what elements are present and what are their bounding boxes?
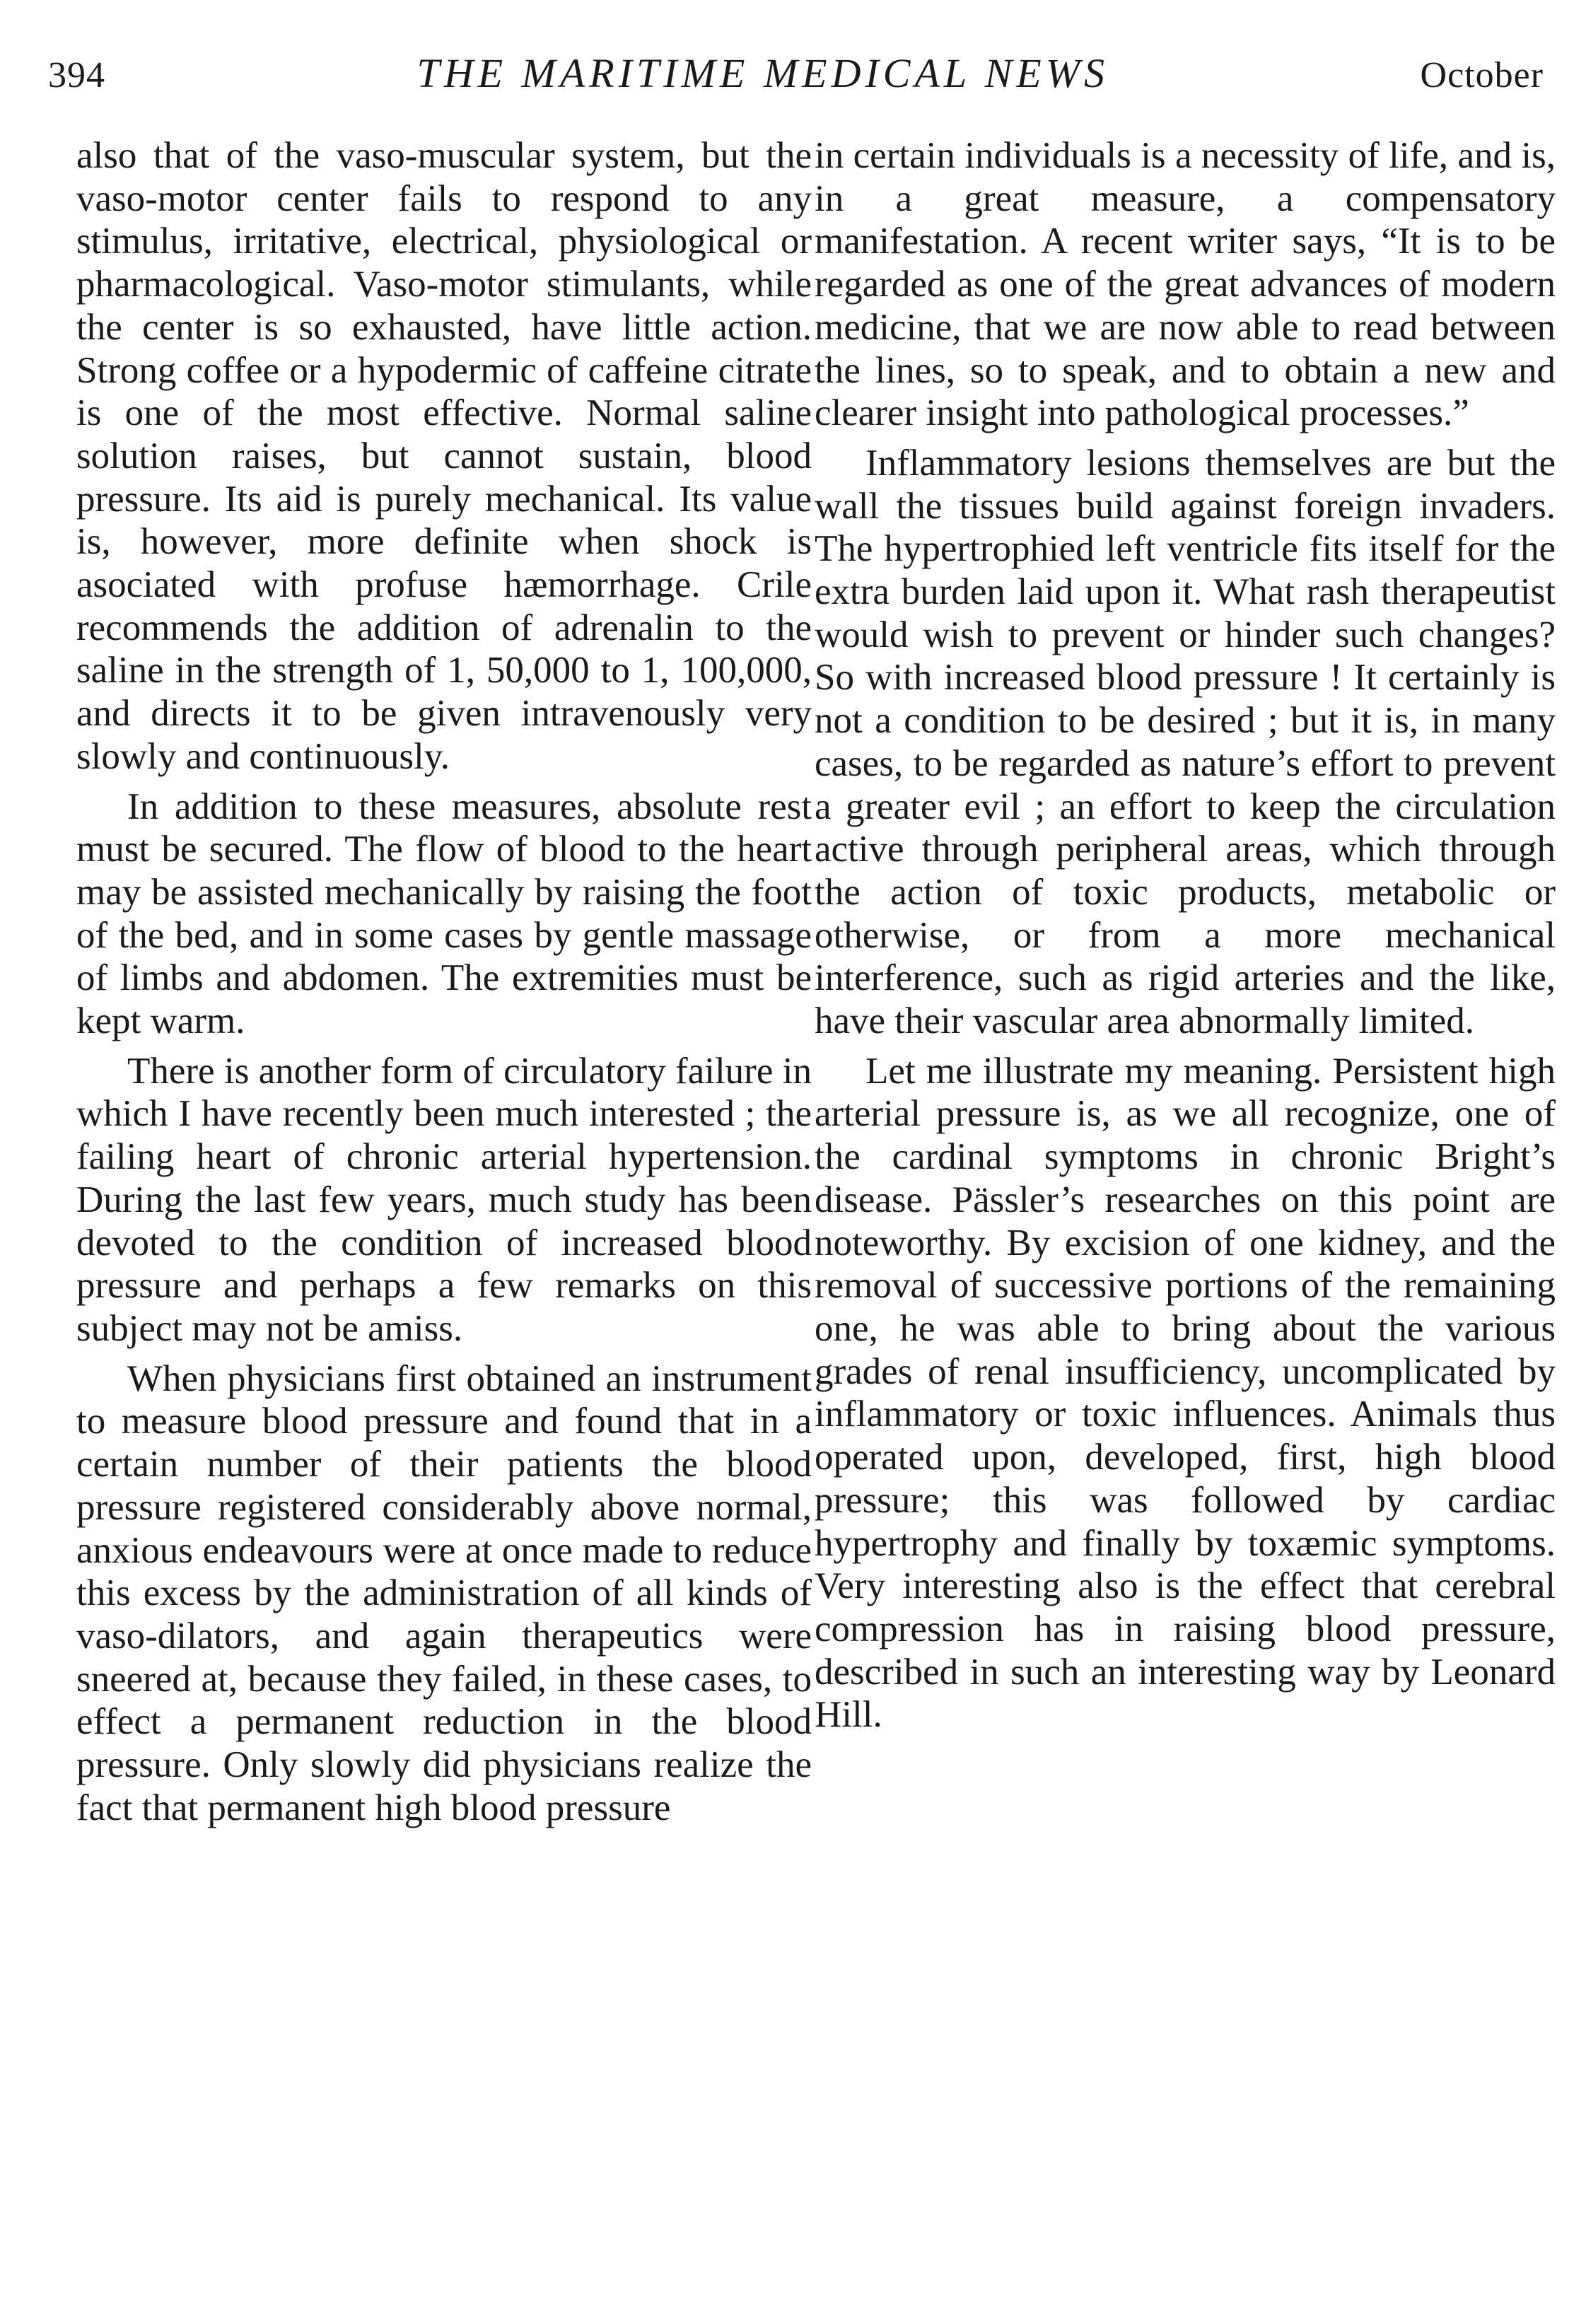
paragraph: In addition to these measures, absolute rest must be secured. The flow of blood to the heart may be assisted mechanically by raising the foot of the bed, and in some cases by gentle massage of limbs and abdomen. The extremities must be kept warm. — [76, 786, 812, 1042]
issue-month: October — [1420, 55, 1544, 95]
paragraph: in certain individuals is a necessity of life, and is, in a great measure, a compensatory manifestation. A recent writer says, “It is to be regarded as one of the great advances of modern medicine, that we are now able to read between the lines, so to speak, and to obtain a new and clearer insight into pathological processes.” — [815, 135, 1556, 434]
journal-title: THE MARITIME MEDICAL NEWS — [416, 50, 1109, 96]
running-header — [48, 49, 1544, 113]
paragraph: Inflammatory lesions themselves are but the wall the tissues build against foreign invaders. The hypertrophied left ventricle fits itself for the extra burden laid upon it. What rash therapeutist would wish to prevent or hinder such changes? So with increased blood pressure ! It certainly is not a condition to be desired ; but it is, in many cases, to be regarded as nature’s effort to prevent a greater evil ; an effort to keep the circulation active through peripheral areas, which through the action of toxic products, metabolic or otherwise, or from a more mechanical interference, such as rigid arteries and the like, have their vascular area abnormally limited. — [815, 442, 1556, 1042]
left-column — [76, 134, 812, 1829]
right-column — [815, 134, 1556, 1736]
paragraph: also that of the vaso-muscular system, but the vaso-motor center fails to respond to any stimulus, irritative, electrical, physiological or pharmacological. Vaso-motor stimulants, while the center is so exhausted, have little action. Strong coffee or a hypodermic of caffeine citrate is one of the most effective. Normal saline solution raises, but cannot sustain, blood pressure. Its aid is purely mechanical. Its value is, however, more definite when shock is asociated with profuse hæmorrhage. Crile recommends the addition of adrenalin to the saline in the strength of 1, 50,000 to 1, 100,000, and directs it to be given intravenously very slowly and continuously. — [76, 135, 812, 777]
paragraph: Let me illustrate my meaning. Persistent high arterial pressure is, as we all recognize, one of the cardinal symptoms in chronic Bright’s disease. Pässler’s researches on this point are noteworthy. By excision of one kidney, and the removal of successive portions of the remaining one, he was able to bring about the various grades of renal insufficiency, uncomplicated by inflammatory or toxic influences. Animals thus operated upon, developed, first, high blood pressure; this was followed by cardiac hypertrophy and finally by toxæmic symptoms. Very interesting also is the effect that cerebral compression has in raising blood pressure, described in such an interesting way by Leonard Hill. — [815, 1050, 1556, 1736]
paragraph: When physicians first obtained an instrument to measure blood pressure and found that in a certain number of their patients the blood pressure registered considerably above normal, anxious endeavours were at once made to reduce this excess by the administration of all kinds of vaso-dilators, and again therapeutics were sneered at, because they failed, in these cases, to effect a permanent reduction in the blood pressure. Only slowly did physicians realize the fact that permanent high blood pressure — [76, 1357, 812, 1828]
page-number: 394 — [48, 55, 105, 95]
paragraph: There is another form of circulatory failure in which I have recently been much interested ; the failing heart of chronic arterial hypertension. During the last few years, much study has been devoted to the condition of increased blood pressure and perhaps a few remarks on this subject may not be amiss. — [76, 1050, 812, 1349]
